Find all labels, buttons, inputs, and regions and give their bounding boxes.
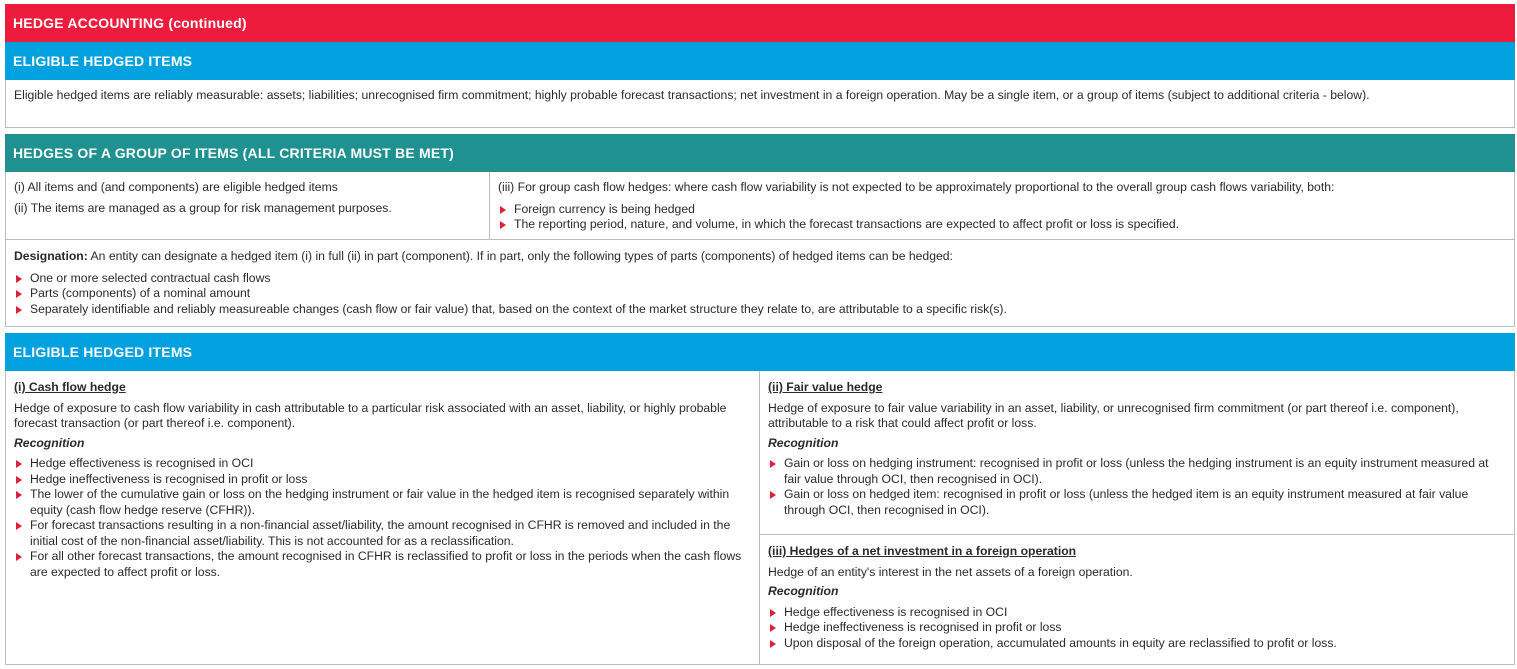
cfh-recognition: Recognition <box>14 435 85 450</box>
list-item: Hedge effectiveness is recognised in OCI <box>768 605 1506 621</box>
list-item: Foreign currency is being hedged <box>498 202 1506 218</box>
group-criteria-right <box>489 172 1515 240</box>
fair-value-hedge <box>759 371 1515 535</box>
list-item: For all other forecast transactions, the amount recognised in CFHR is reclassified to profit or loss in the periods when the cash flows are expected to affect profit or loss. <box>14 549 751 580</box>
designation-box <box>5 240 1515 327</box>
net-investment-hedge <box>759 534 1515 665</box>
section-header-group: HEDGES OF A GROUP OF ITEMS (ALL CRITERIA MUST BE MET) <box>5 134 1515 172</box>
page-title: HEDGE ACCOUNTING (continued) <box>5 4 1515 42</box>
cfh-title: (i) Cash flow hedge <box>14 380 126 394</box>
list-item: Gain or loss on hedged item: recognised in profit or loss (unless the hedged item is an equity instrument measured at fair value through OCI, then recognised in OCI). <box>768 487 1506 518</box>
section-header-eligible-2: ELIGIBLE HEDGED ITEMS <box>5 333 1515 371</box>
list-item: One or more selected contractual cash flows <box>14 271 1506 287</box>
criterion-i: (i) All items and (and components) are eligible hedged items <box>14 180 338 194</box>
section-header-eligible: ELIGIBLE HEDGED ITEMS <box>5 42 1515 80</box>
nih-title: (iii) Hedges of a net investment in a foreign operation <box>768 544 1077 558</box>
list-item: Hedge effectiveness is recognised in OCI <box>14 456 751 472</box>
fvh-text: Hedge of exposure to fair value variability in an asset, liability, or unrecognised firm commitment (or part thereof i.e. component), attributable to a risk that could affect profit or loss. <box>768 400 1459 430</box>
cash-flow-hedge <box>5 371 760 665</box>
cfh-text: Hedge of exposure to cash flow variability in cash attributable to a particular risk associated with an asset, liability, or highly probable forecast transaction (or part thereof i.e. component). <box>14 400 727 430</box>
list-item: Separately identifiable and reliably measureable changes (cash flow or fair value) that, based on the context of the market structure they relate to, are attributable to a specific risk(s). <box>14 302 1506 318</box>
list-item: The reporting period, nature, and volume, in which the forecast transactions are expected to affect profit or loss is specified. <box>498 217 1506 233</box>
list-item: Gain or loss on hedging instrument: recognised in profit or loss (unless the hedging instrument is an equity instrument measured at fair value through OCI, then recognised in OCI). <box>768 456 1506 487</box>
list-item: The lower of the cumulative gain or loss on the hedging instrument or fair value in the hedged item is recognised separately within equity (cash flow hedge reserve (CFHR)). <box>14 487 751 518</box>
nih-recognition: Recognition <box>768 584 839 598</box>
fvh-recognition: Recognition <box>768 435 839 450</box>
list-item: Upon disposal of the foreign operation, accumulated amounts in equity are reclassified to profit or loss. <box>768 636 1506 652</box>
eligible-text: Eligible hedged items are reliably measurable: assets; liabilities; unrecognised firm commitment; highly probable forecast transactions; net investment in a foreign operation. May be a single item, or a group of items (subject to additional criteria - below). <box>5 80 1515 128</box>
designation-text: An entity can designate a hedged item (i) in full (ii) in part (component). If in part, only the following types of parts (components) of hedged items can be hedged: <box>87 249 953 263</box>
list-item: For forecast transactions resulting in a non-financial asset/liability, the amount recognised in CFHR is removed and included in the initial cost of the non-financial asset/liability. This is not accounted for as a reclassification. <box>14 518 751 549</box>
list-item: Hedge ineffectiveness is recognised in profit or loss <box>14 472 751 488</box>
nih-text: Hedge of an entity's interest in the net assets of a foreign operation. <box>768 564 1133 579</box>
criterion-iii: (iii) For group cash flow hedges: where cash flow variability is not expected to be approximately proportional to the overall group cash flows variability, both: <box>498 180 1335 194</box>
fvh-title: (ii) Fair value hedge <box>768 380 883 394</box>
criterion-ii: (ii) The items are managed as a group for risk management purposes. <box>14 200 392 215</box>
list-item: Parts (components) of a nominal amount <box>14 286 1506 302</box>
list-item: Hedge ineffectiveness is recognised in profit or loss <box>768 620 1506 636</box>
designation-label: Designation: <box>14 249 88 263</box>
group-criteria-left <box>5 172 490 240</box>
